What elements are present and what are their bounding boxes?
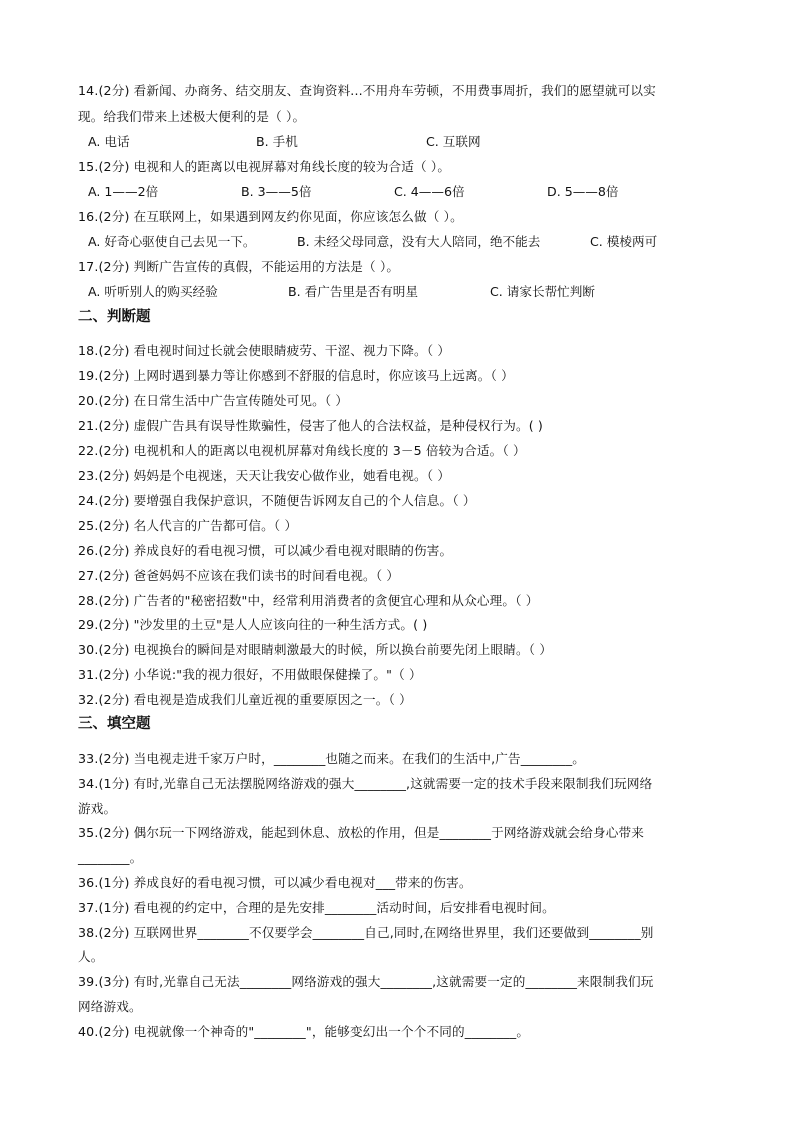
- question-25: 25.(2分) 名人代言的广告都可信。（ ）: [78, 518, 298, 533]
- question-39-line-2: 网络游戏。: [78, 999, 142, 1014]
- question-24: 24.(2分) 要增强自我保护意识，不随便告诉网友自己的个人信息。（ ）: [78, 493, 476, 508]
- question-36: 36.(1分) 养成良好的看电视习惯，可以减少看电视对___带来的伤害。: [78, 875, 472, 890]
- option-b: B. 看广告里是否有明星: [288, 284, 418, 299]
- question-33: 33.(2分) 当电视走进千家万户时，________也随之而来。在我们的生活中,广告________。: [78, 751, 586, 766]
- question-18: 18.(2分) 看电视时间过长就会使眼睛疲劳、干涩、视力下降。（ ）: [78, 343, 451, 358]
- question-32: 32.(2分) 看电视是造成我们儿童近视的重要原因之一。（ ）: [78, 692, 412, 707]
- question-21: 21.(2分) 虚假广告具有误导性欺骗性，侵害了他人的合法权益，是种侵权行为。( ): [78, 418, 543, 433]
- question-14-line-2: 现。给我们带来上述极大便利的是（ ）。: [78, 109, 306, 124]
- option-c: C. 请家长帮忙判断: [490, 284, 595, 299]
- option-b: B. 3——5倍: [241, 184, 312, 199]
- option-a: A. 好奇心驱使自己去见一下。: [88, 234, 256, 249]
- question-15: 15.(2分) 电视和人的距离以电视屏幕对角线长度的较为合适（ ）。: [78, 159, 451, 174]
- question-29: 29.(2分) "沙发里的土豆"是人人应该向往的一种生活方式。( ): [78, 617, 428, 632]
- question-20: 20.(2分) 在日常生活中广告宣传随处可见。（ ）: [78, 393, 349, 408]
- question-16: 16.(2分) 在互联网上，如果遇到网友约你见面，你应该怎么做（ ）。: [78, 209, 463, 224]
- question-37: 37.(1分) 看电视的约定中，合理的是先安排________活动时间，后安排看电视时间。: [78, 900, 555, 915]
- question-22: 22.(2分) 电视机和人的距离以电视机屏幕对角线长度的 3－5 倍较为合适。（ ）: [78, 443, 526, 458]
- question-34-line-2: 游戏。: [78, 801, 117, 816]
- question-39-line-1: 39.(3分) 有时,光靠自己无法________网络游戏的强大________,这就需要一定的________来限制我们玩: [78, 974, 654, 989]
- question-14-line-1: 14.(2分) 看新闻、办商务、结交朋友、查询资料...不用舟车劳顿，不用费事周折，我们的愿望就可以实: [78, 83, 656, 98]
- option-c: C. 互联网: [426, 134, 481, 149]
- question-40: 40.(2分) 电视就像一个神奇的"________"，能够变幻出一个个不同的________。: [78, 1024, 530, 1039]
- section-heading-judgement: 二、判断题: [78, 309, 151, 325]
- question-35-line-1: 35.(2分) 偶尔玩一下网络游戏，能起到休息、放松的作用，但是________于网络游戏就会给身心带来: [78, 825, 645, 840]
- question-38-line-2: 人。: [78, 949, 104, 964]
- option-a: A. 1——2倍: [88, 184, 159, 199]
- option-d: D. 5——8倍: [547, 184, 619, 199]
- option-b: B. 手机: [256, 134, 298, 149]
- option-c: C. 4——6倍: [394, 184, 465, 199]
- question-31: 31.(2分) 小华说:"我的视力很好，不用做眼保健操了。"（ ）: [78, 667, 422, 682]
- question-26: 26.(2分) 养成良好的看电视习惯，可以减少看电视对眼睛的伤害。: [78, 543, 453, 558]
- section-heading-fill-in: 三、填空题: [78, 716, 151, 732]
- question-35-line-2: ________。: [78, 850, 143, 865]
- question-27: 27.(2分) 爸爸妈妈不应该在我们读书的时间看电视。（ ）: [78, 568, 400, 583]
- question-19: 19.(2分) 上网时遇到暴力等让你感到不舒服的信息时，你应该马上远离。（ ）: [78, 368, 514, 383]
- question-30: 30.(2分) 电视换台的瞬间是对眼睛刺激最大的时候，所以换台前要先闭上眼睛。（ ）: [78, 642, 553, 657]
- question-28: 28.(2分) 广告者的"秘密招数"中，经常利用消费者的贪便宜心理和从众心理。（ ）: [78, 593, 539, 608]
- option-c: C. 模棱两可: [590, 234, 658, 249]
- option-a: A. 电话: [88, 134, 130, 149]
- question-17: 17.(2分) 判断广告宣传的真假，不能运用的方法是（ ）。: [78, 259, 400, 274]
- question-38-line-1: 38.(2分) 互联网世界________不仅要学会________自己,同时,在网络世界里，我们还要做到________别: [78, 925, 654, 940]
- question-34-line-1: 34.(1分) 有时,光靠自己无法摆脱网络游戏的强大________,这就需要一定的技术手段来限制我们玩网络: [78, 776, 653, 791]
- option-a: A. 听听别人的购买经验: [88, 284, 218, 299]
- question-23: 23.(2分) 妈妈是个电视迷，天天让我安心做作业，她看电视。（ ）: [78, 468, 451, 483]
- option-b: B. 未经父母同意，没有大人陪同，绝不能去: [297, 234, 541, 249]
